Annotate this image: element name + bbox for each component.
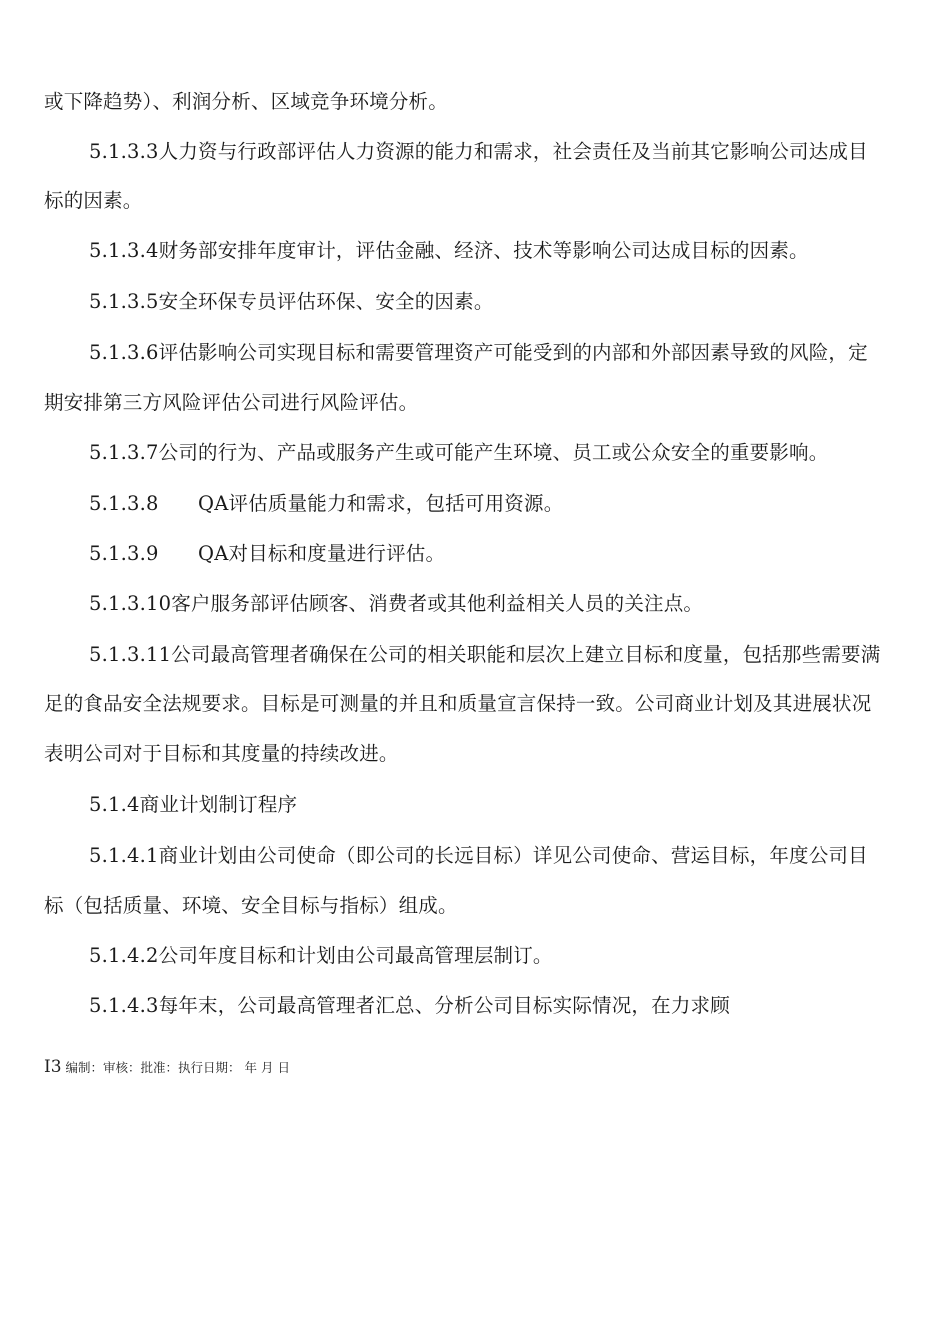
page-number: I3 bbox=[44, 1057, 62, 1077]
text-line: 5.1.3.4财务部安排年度审计，评估金融、经济、技术等影响公司达成目标的因素。 bbox=[89, 239, 809, 262]
text-line: 5.1.3.8 QA评估质量能力和需求，包括可用资源。 bbox=[89, 492, 564, 515]
page-footer bbox=[44, 1058, 290, 1077]
text-line: 标（包括质量、环境、安全目标与指标）组成。 bbox=[44, 894, 458, 917]
text-line: 标的因素。 bbox=[44, 189, 143, 212]
text-line: 5.1.3.6评估影响公司实现目标和需要管理资产可能受到的内部和外部因素导致的风险，定 bbox=[89, 341, 868, 364]
text-line: 期安排第三方风险评估公司进行风险评估。 bbox=[44, 391, 419, 414]
approval-line: 编制：审核：批准：执行日期： 年 月 日 bbox=[65, 1060, 290, 1075]
text-line: 5.1.3.9 QA对目标和度量进行评估。 bbox=[89, 542, 446, 565]
text-line: 5.1.3.5安全环保专员评估环保、安全的因素。 bbox=[89, 290, 494, 313]
text-line: 5.1.4.3每年末，公司最高管理者汇总、分析公司目标实际情况，在力求顾 bbox=[89, 994, 730, 1017]
text-line: 5.1.4.2公司年度目标和计划由公司最高管理层制订。 bbox=[89, 944, 553, 967]
text-line: 表明公司对于目标和其度量的持续改进。 bbox=[44, 742, 399, 765]
text-line: 5.1.3.11公司最高管理者确保在公司的相关职能和层次上建立目标和度量，包括那些需要满 bbox=[89, 643, 881, 666]
text-line: 5.1.4.1商业计划由公司使命（即公司的长远目标）详见公司使命、营运目标，年度公司目 bbox=[89, 844, 868, 867]
text-line: 或下降趋势）、利润分析、区域竞争环境分析。 bbox=[44, 90, 448, 113]
text-line: 5.1.3.7公司的行为、产品或服务产生或可能产生环境、员工或公众安全的重要影响。 bbox=[89, 441, 829, 464]
text-line: 足的食品安全法规要求。目标是可测量的并且和质量宣言保持一致。公司商业计划及其进展状况 bbox=[44, 692, 872, 715]
section-heading: 5.1.4商业计划制订程序 bbox=[89, 793, 298, 816]
text-line: 5.1.3.10客户服务部评估顾客、消费者或其他利益相关人员的关注点。 bbox=[89, 592, 704, 615]
text-line: 5.1.3.3人力资与行政部评估人力资源的能力和需求，社会责任及当前其它影响公司达成目 bbox=[89, 140, 868, 163]
